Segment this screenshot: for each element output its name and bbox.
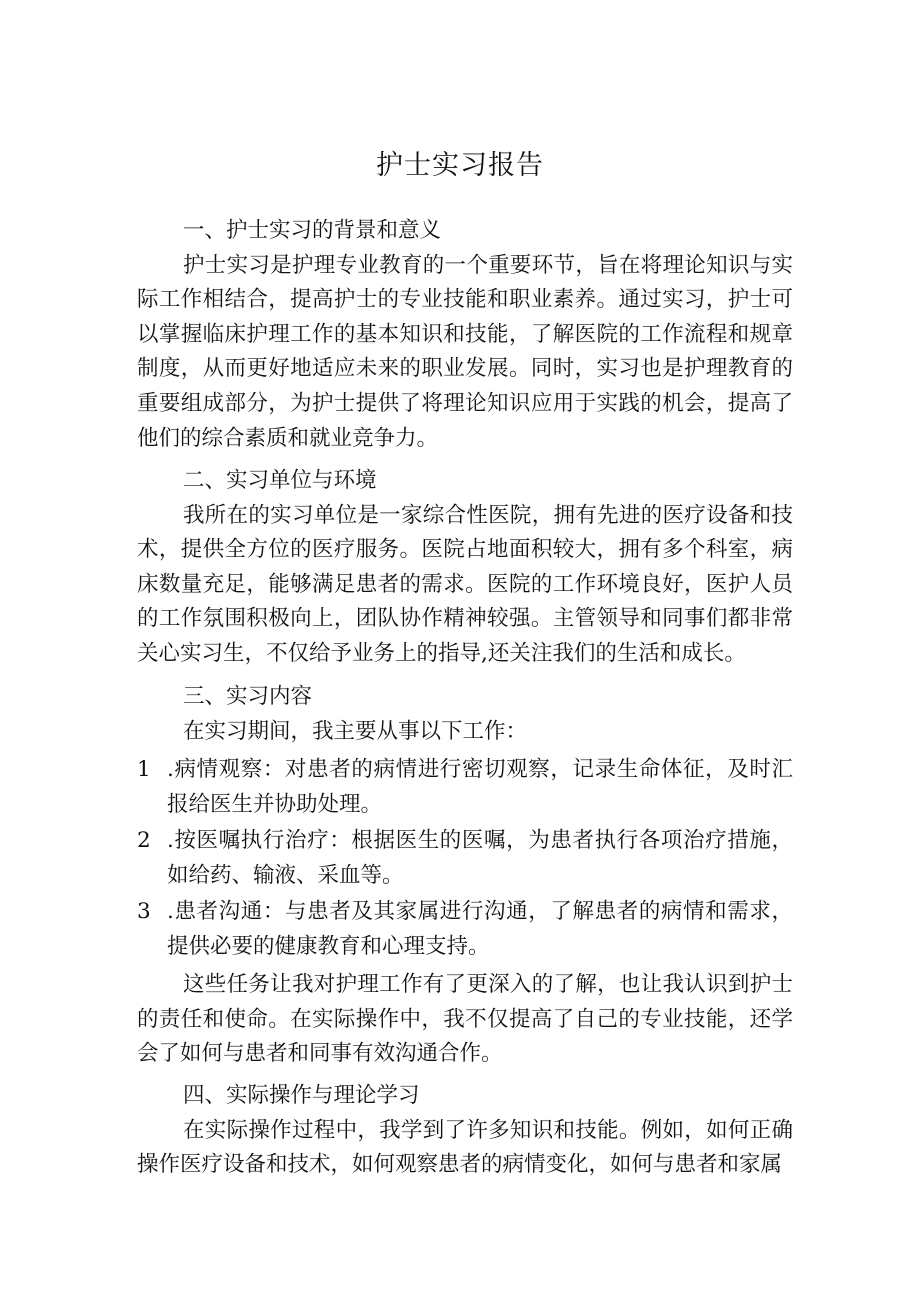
section-4-heading: 四、实际操作与理论学习 — [183, 1083, 420, 1108]
section-2-paragraph: 我所在的实习单位是一家综合性医院，拥有先进的医疗设备和技术，提供全方位的医疗服务。医院占地面积较大，拥有多个科室，病床数量充足，能够满足患者的需求。医院的工作环境良好，医护人员的工作氛围积极向上，团队协作精神较强。主管领导和同事们都非常关心实习生，不仅给予业务上的指导,还关注我们的生活和成长。 — [137, 502, 793, 666]
section-3 — [137, 680, 793, 749]
list-item-number: 1 — [137, 757, 151, 782]
list-item-number: 3 — [137, 899, 151, 924]
section-3-heading: 三、实习内容 — [183, 684, 313, 709]
list-item-text: .患者沟通：与患者及其家属进行沟通，了解患者的病情和需求，提供必要的健康教育和心理支持。 — [167, 899, 793, 959]
section-1-heading: 一、护士实习的背景和意义 — [183, 218, 442, 243]
list-item-2 — [137, 824, 793, 893]
list-item-3 — [137, 895, 793, 964]
list-item-text: .按医嘱执行治疗：根据医生的医嘱，为患者执行各项治疗措施，如给药、输液、采血等。 — [167, 828, 793, 888]
section-2 — [137, 464, 793, 672]
section-2-heading: 二、实习单位与环境 — [183, 468, 377, 493]
section-3-summary-block — [137, 968, 793, 1072]
section-4-paragraph: 在实际操作过程中，我学到了许多知识和技能。例如，如何正确操作医疗设备和技术，如何观察患者的病情变化，如何与患者和家属 — [137, 1117, 793, 1178]
section-3-summary: 这些任务让我对护理工作有了更深入的了解，也让我认识到护士的责任和使命。在实际操作中，我不仅提高了自己的专业技能，还学会了如何与患者和同事有效沟通合作。 — [137, 972, 793, 1067]
list-item-number: 2 — [137, 828, 151, 853]
list-item-text: .病情观察：对患者的病情进行密切观察，记录生命体征，及时汇报给医生并协助处理。 — [167, 757, 793, 817]
list-item-1 — [137, 753, 793, 822]
section-3-intro: 在实习期间，我主要从事以下工作： — [183, 718, 528, 744]
section-1-paragraph: 护士实习是护理专业教育的一个重要环节，旨在将理论知识与实际工作相结合，提高护士的专业技能和职业素养。通过实习，护士可以掌握临床护理工作的基本知识和技能，了解医院的工作流程和规章制度，从而更好地适应未来的职业发展。同时，实习也是护理教育的重要组成部分，为护士提供了将理论知识应用于实践的机会，提高了他们的综合素质和就业竞争力。 — [137, 252, 793, 451]
section-1 — [137, 214, 793, 456]
section-4 — [137, 1079, 793, 1183]
document-title: 护士实习报告 — [376, 150, 544, 181]
